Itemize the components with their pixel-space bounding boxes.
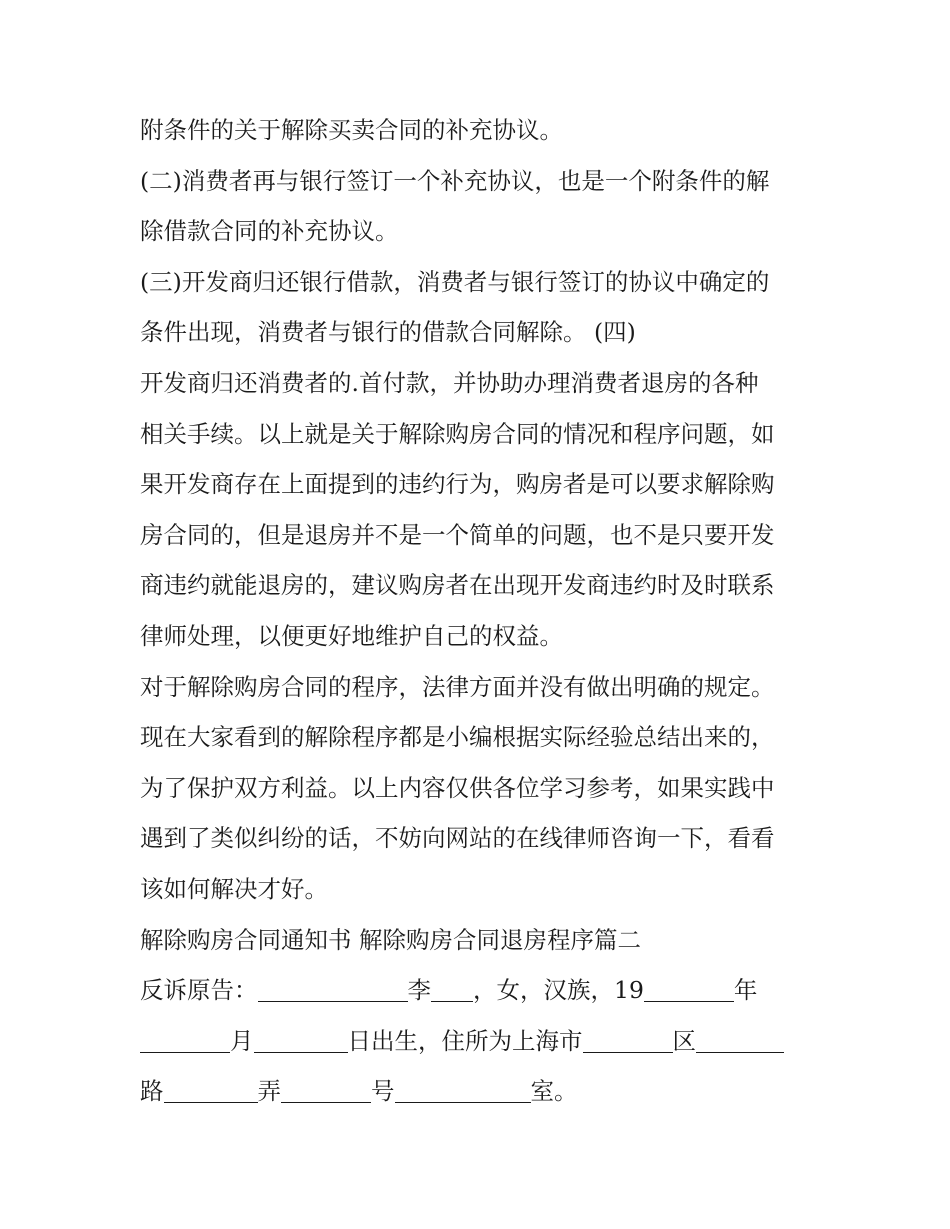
section-heading: 解除购房合同通知书 解除购房合同退房程序篇二 (140, 925, 641, 954)
day-text: 日出生，住所为上海市 (347, 1026, 583, 1055)
paragraph-line: 商违约就能退房的，建议购房者在出现开发商违约时及时联系 (140, 571, 775, 600)
month-blank (140, 1022, 230, 1053)
paragraph-line: 遇到了类似纠纷的话，不妨向网站的在线律师咨询一下，看看 (140, 824, 775, 853)
room-unit: 室。 (530, 1077, 578, 1106)
district-name-blank (583, 1022, 673, 1053)
name-blank-2 (431, 971, 473, 1002)
form-line-plaintiff (140, 968, 820, 1019)
lane-blank (281, 1072, 371, 1103)
day-blank (254, 1022, 348, 1053)
form-line-birth (140, 1019, 820, 1070)
paragraph-line: (二)消费者再与银行签订一个补充协议，也是一个附条件的解 (140, 166, 770, 195)
form-line-address (140, 1069, 820, 1120)
road-unit: 路 (140, 1077, 164, 1106)
paragraph-line: 该如何解决才好。 (140, 874, 328, 903)
room-blank (395, 1072, 531, 1103)
paragraph-line: 对于解除购房合同的程序，法律方面并没有做出明确的规定。 (140, 672, 775, 701)
road-blank (164, 1072, 258, 1103)
year-prefix: 19 (614, 976, 644, 1005)
paragraph-line: 附条件的关于解除买卖合同的补充协议。 (140, 116, 563, 144)
paragraph-line: 果开发商存在上面提到的违约行为，购房者是可以要求解除购 (140, 470, 775, 499)
year-blank (644, 971, 734, 1002)
district-blank (696, 1022, 784, 1053)
paragraph-line: 开发商归还消费者的.首付款，并协助办理消费者退房的各种 (140, 368, 759, 397)
year-unit: 年 (733, 976, 758, 1005)
month-unit: 月 (230, 1026, 254, 1055)
number-unit: 号 (371, 1077, 395, 1106)
name-suffix: 李 (407, 976, 431, 1005)
name-blank (258, 971, 408, 1002)
paragraph-line: 条件出现，消费者与银行的借款合同解除。 (四) (140, 318, 636, 347)
paragraph-line: 律师处理，以便更好地维护自己的权益。 (140, 621, 563, 650)
plaintiff-label: 反诉原告： (140, 976, 258, 1005)
paragraph-line: (三)开发商归还银行借款，消费者与银行签订的协议中确定的 (140, 267, 770, 296)
gender-text: ，女，汉族， (473, 976, 614, 1005)
paragraph-line: 相关手续。以上就是关于解除购房合同的情况和程序问题，如 (140, 419, 775, 448)
paragraph-line: 除借款合同的补充协议。 (140, 217, 399, 246)
paragraph-line: 现在大家看到的解除程序都是小编根据实际经验总结出来的， (140, 723, 775, 752)
document-body (140, 108, 820, 1120)
paragraph-line: 房合同的，但是退房并不是一个简单的问题，也不是只要开发 (140, 520, 775, 549)
paragraph-line: 为了保护双方利益。以上内容仅供各位学习参考，如果实践中 (140, 773, 775, 802)
lane-unit: 弄 (257, 1077, 281, 1106)
district-unit: 区 (672, 1026, 696, 1055)
